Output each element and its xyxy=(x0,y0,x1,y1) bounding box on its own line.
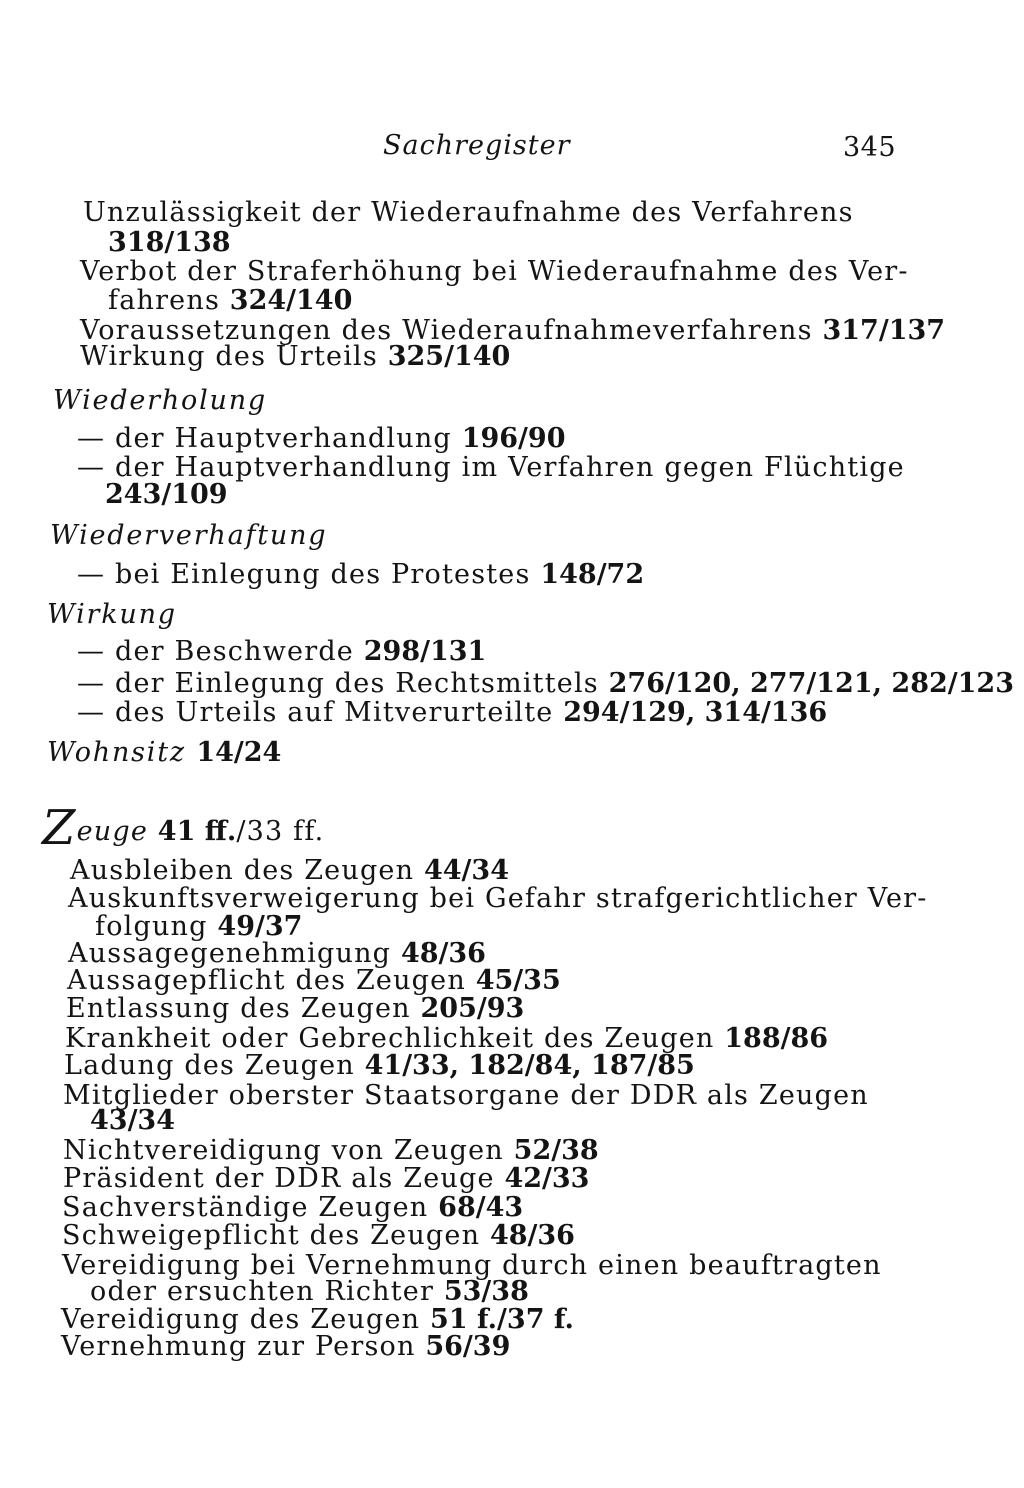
page-number: 345 xyxy=(843,132,897,163)
index-line: Sachverständige Zeugen 68/43 xyxy=(62,1192,524,1223)
index-line: Krankheit oder Gebrechlichkeit des Zeugen 188/86 xyxy=(65,1023,829,1054)
index-line: Nichtvereidigung von Zeugen 52/38 xyxy=(63,1135,599,1166)
index-line: Wirkung des Urteils 325/140 xyxy=(80,341,511,372)
index-line: — der Einlegung des Rechtsmittels 276/120, 277/121, 282/123 xyxy=(77,668,1014,699)
index-line: — bei Einlegung des Protestes 148/72 xyxy=(77,559,645,590)
index-line: 243/109 xyxy=(105,479,228,510)
index-heading: Wiederholung xyxy=(53,385,268,416)
index-heading: Wirkung xyxy=(47,599,177,630)
index-heading: Wiederverhaftung xyxy=(50,520,328,551)
index-section-heading: Zeuge 41 ff./33 ff. xyxy=(42,800,325,856)
running-head: Sachregister xyxy=(383,130,571,161)
index-line: Schweigepflicht des Zeugen 48/36 xyxy=(62,1220,575,1251)
index-line: Auskunftsverweigerung bei Gefahr strafgerichtlicher Ver- xyxy=(68,883,928,914)
index-line: Voraussetzungen des Wiederaufnahmeverfahrens 317/137 xyxy=(80,315,946,346)
index-line: — der Hauptverhandlung 196/90 xyxy=(77,423,566,454)
index-line: Vernehmung zur Person 56/39 xyxy=(61,1331,511,1362)
index-line: Mitglieder oberster Staatsorgane der DDR als Zeugen xyxy=(63,1080,869,1111)
index-line: Aussagepflicht des Zeugen 45/35 xyxy=(67,965,561,996)
index-line: 318/138 xyxy=(108,227,231,258)
index-line: oder ersuchten Richter 53/38 xyxy=(90,1276,529,1307)
index-line: Aussagegenehmigung 48/36 xyxy=(68,938,486,969)
index-line: Verbot der Straferhöhung bei Wiederaufnahme des Ver- xyxy=(80,256,909,287)
index-line: Unzulässigkeit der Wiederaufnahme des Verfahrens xyxy=(83,197,854,228)
index-line: Präsident der DDR als Zeuge 42/33 xyxy=(63,1163,590,1194)
index-heading: Wohnsitz 14/24 xyxy=(47,737,282,768)
index-line: — des Urteils auf Mitverurteilte 294/129, 314/136 xyxy=(77,697,828,728)
index-line: Ausbleiben des Zeugen 44/34 xyxy=(70,855,509,886)
index-line: — der Hauptverhandlung im Verfahren gegen Flüchtige xyxy=(77,452,905,483)
index-line: Ladung des Zeugen 41/33, 182/84, 187/85 xyxy=(64,1050,695,1081)
index-line: — der Beschwerde 298/131 xyxy=(77,636,487,667)
index-line: Entlassung des Zeugen 205/93 xyxy=(66,993,525,1024)
index-line: Vereidigung des Zeugen 51 f./37 f. xyxy=(61,1304,574,1335)
index-line: Vereidigung bei Vernehmung durch einen beauftragten xyxy=(62,1250,882,1281)
index-line: 43/34 xyxy=(90,1105,176,1136)
index-line: folgung 49/37 xyxy=(95,911,303,942)
index-line: fahrens 324/140 xyxy=(108,285,353,316)
